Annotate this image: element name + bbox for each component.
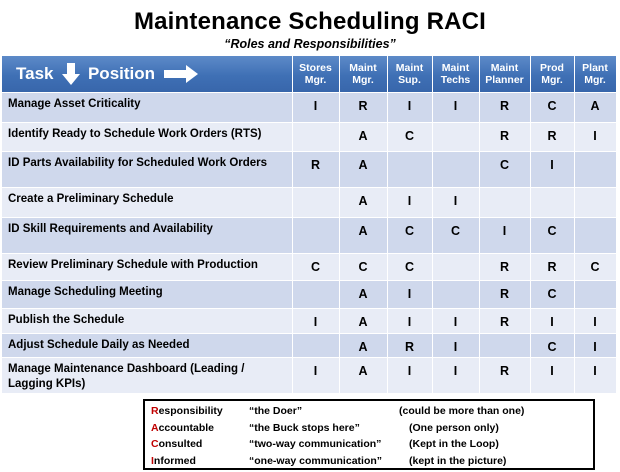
raci-cell: R (530, 253, 574, 280)
table-row (2, 333, 616, 357)
raci-cell (530, 187, 574, 217)
raci-cell: I (574, 357, 616, 393)
raci-cell (479, 333, 530, 357)
raci-cell: I (292, 357, 339, 393)
raci-cell: I (530, 357, 574, 393)
raci-cell: R (479, 357, 530, 393)
raci-cell (479, 187, 530, 217)
header-row (2, 56, 616, 92)
page-subtitle: “Roles and Responsibilities” (224, 37, 396, 51)
raci-cell: I (574, 308, 616, 333)
legend-note: (One person only) (409, 421, 499, 434)
raci-cell: I (432, 308, 479, 333)
table-row (2, 280, 616, 308)
raci-cell: C (292, 253, 339, 280)
table-row (2, 92, 616, 122)
raci-cell: I (387, 357, 432, 393)
raci-cell: I (574, 333, 616, 357)
raci-cell: I (479, 217, 530, 253)
raci-cell (574, 280, 616, 308)
arrow-right-icon (164, 65, 198, 83)
table-row (2, 151, 616, 187)
task-cell: Manage Maintenance Dashboard (Leading / Lagging KPIs) (2, 357, 292, 393)
position-header-maint-mgr: Maint Mgr. (339, 56, 387, 92)
raci-table (2, 56, 617, 394)
raci-cell (292, 217, 339, 253)
raci-cell: A (339, 333, 387, 357)
raci-cell: R (479, 308, 530, 333)
raci-cell: C (387, 217, 432, 253)
position-header-plant-mgr: Plant Mgr. (574, 56, 616, 92)
position-header-maint-techs: Maint Techs (432, 56, 479, 92)
raci-cell: I (432, 92, 479, 122)
task-position-header (2, 56, 292, 92)
raci-cell: I (530, 308, 574, 333)
raci-cell: C (530, 92, 574, 122)
position-header-maint-sup: Maint Sup. (387, 56, 432, 92)
raci-cell: C (387, 122, 432, 151)
raci-legend (143, 399, 595, 470)
task-header-label: Task (16, 63, 54, 83)
task-cell: Identify Ready to Schedule Work Orders (RTS) (2, 122, 292, 151)
raci-cell: R (339, 92, 387, 122)
task-cell: Publish the Schedule (2, 308, 292, 333)
table-row (2, 187, 616, 217)
table-row (2, 308, 616, 333)
raci-cell (574, 217, 616, 253)
raci-cell (387, 151, 432, 187)
page-title: Maintenance Scheduling RACI (133, 8, 487, 35)
raci-cell: A (574, 92, 616, 122)
legend-note: (could be more than one) (399, 405, 525, 418)
raci-cell: A (339, 151, 387, 187)
raci-cell (292, 280, 339, 308)
raci-cell: I (387, 280, 432, 308)
task-cell: ID Skill Requirements and Availability (2, 217, 292, 253)
raci-cell: I (574, 122, 616, 151)
raci-cell: R (387, 333, 432, 357)
legend-row-accountable (151, 420, 587, 437)
raci-cell: I (387, 308, 432, 333)
raci-cell: R (479, 92, 530, 122)
raci-cell: C (387, 253, 432, 280)
raci-cell: C (530, 217, 574, 253)
legend-note: (Kept in the Loop) (409, 438, 499, 451)
raci-cell: A (339, 217, 387, 253)
task-cell: Manage Asset Criticality (2, 92, 292, 122)
raci-cell: I (432, 333, 479, 357)
task-cell: Review Preliminary Schedule with Production (2, 253, 292, 280)
raci-cell: R (292, 151, 339, 187)
raci-cell: I (292, 92, 339, 122)
raci-cell: C (479, 151, 530, 187)
raci-cell (574, 187, 616, 217)
table-row (2, 217, 616, 253)
legend-term: Consulted (151, 438, 203, 451)
task-cell: Adjust Schedule Daily as Needed (2, 333, 292, 357)
table-row (2, 357, 616, 393)
raci-cell: R (479, 253, 530, 280)
position-header-label: Position (87, 63, 156, 83)
raci-cell (574, 151, 616, 187)
raci-cell: C (339, 253, 387, 280)
arrow-down-icon (62, 63, 80, 85)
raci-cell: A (339, 187, 387, 217)
raci-cell: R (479, 280, 530, 308)
legend-row-responsible (151, 403, 587, 420)
table-row (2, 122, 616, 151)
legend-term: Accountable (151, 421, 215, 434)
task-cell: ID Parts Availability for Scheduled Work Orders (2, 151, 292, 187)
raci-cell: C (574, 253, 616, 280)
table-row (2, 253, 616, 280)
raci-cell: I (432, 357, 479, 393)
task-cell: Manage Scheduling Meeting (2, 280, 292, 308)
raci-cell (292, 333, 339, 357)
raci-cell (432, 253, 479, 280)
legend-phrase: “two-way communication” (249, 438, 382, 451)
legend-phrase: “one-way communication” (249, 454, 383, 467)
legend-note: (kept in the picture) (409, 454, 507, 467)
task-cell: Create a Preliminary Schedule (2, 187, 292, 217)
legend-phrase: “the Doer” (249, 405, 303, 418)
raci-cell: I (432, 187, 479, 217)
raci-cell: I (530, 151, 574, 187)
raci-cell: C (530, 333, 574, 357)
legend-row-consulted (151, 436, 587, 453)
raci-cell: C (530, 280, 574, 308)
position-header-stores-mgr: Stores Mgr. (292, 56, 339, 92)
raci-cell: A (339, 122, 387, 151)
legend-phrase: “the Buck stops here” (249, 421, 360, 434)
raci-cell (292, 187, 339, 217)
raci-cell: A (339, 308, 387, 333)
raci-cell (432, 280, 479, 308)
raci-cell (432, 151, 479, 187)
raci-cell (432, 122, 479, 151)
position-header-maint-planner: Maint Planner (479, 56, 530, 92)
raci-cell: R (479, 122, 530, 151)
position-header-prod-mgr: Prod Mgr. (530, 56, 574, 92)
raci-cell: I (387, 187, 432, 217)
legend-term: Responsibility (151, 405, 223, 418)
raci-cell: I (292, 308, 339, 333)
raci-cell: R (530, 122, 574, 151)
raci-cell: I (387, 92, 432, 122)
raci-cell: C (432, 217, 479, 253)
raci-cell (292, 122, 339, 151)
legend-row-informed (151, 453, 587, 470)
raci-cell: A (339, 280, 387, 308)
legend-term: Informed (151, 454, 196, 467)
raci-cell: A (339, 357, 387, 393)
